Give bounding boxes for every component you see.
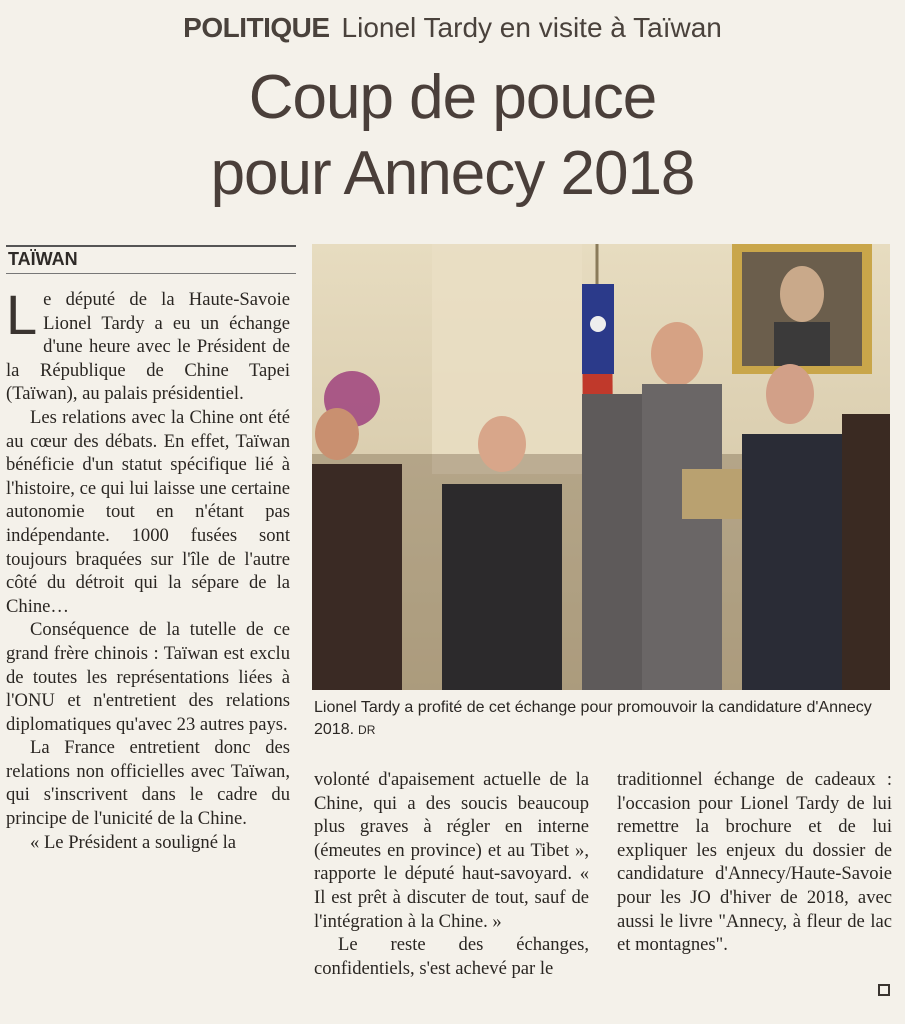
caption-text: Lionel Tardy a profité de cet échange pour promouvoir la candidature d'Annecy 2018. — [314, 699, 872, 738]
article-photo — [312, 244, 890, 690]
paragraph-1 — [6, 283, 290, 406]
photo-illustration — [312, 244, 890, 690]
kicker-text: Lionel Tardy en visite à Taïwan — [341, 12, 722, 43]
section-label: TAÏWAN — [6, 245, 296, 274]
paragraph-2: Les relations avec la Chine ont été au cœur des débats. En effet, Taïwan bénéficie d'un statut spécifique lié à l'histoire, ce qui lui laisse une certaine autonomie tout en n'étant pas indépendante. 1000 fusées sont toujours braquées sur l'île de l'autre côté du détroit qui la sépare de la Chine… — [6, 406, 290, 617]
rubric-label: POLITIQUE — [183, 12, 330, 43]
photo-caption — [314, 697, 892, 741]
headline — [0, 60, 905, 212]
article-column-1 — [6, 283, 290, 854]
paragraph-1-text: e député de la Haute-Savoie Lionel Tardy a eu un échange d'une heure avec le Président de la République de Chine Tapei (Taïwan), au palais présidentiel. — [6, 289, 290, 405]
paragraph-4: La France entretient donc des relations non officielles avec Taïwan, qui s'inscrivent dans le cadre du principe de l'unicité de la Chine. — [6, 737, 290, 830]
photo-credit: DR — [358, 723, 376, 737]
end-of-article-mark — [878, 984, 890, 996]
paragraph-3: Conséquence de la tutelle de ce grand frère chinois : Taïwan est exclu de toutes les représentations liées à l'ONU et n'entretient des relations diplomatiques qu'avec 23 autres pays. — [6, 619, 290, 735]
article-column-2 — [314, 768, 589, 980]
col2-paragraph-2: Le reste des échanges, confidentiels, s'est achevé par le — [314, 934, 589, 979]
headline-line-2: pour Annecy 2018 — [210, 139, 695, 208]
col3-paragraph-1: traditionnel échange de cadeaux : l'occasion pour Lionel Tardy de lui remettre la brochure et de lui expliquer les enjeux du dossier de candidature d'Annecy/Haute-Savoie pour les JO d'hiver de 2018, avec aussi le livre "Annecy, à fleur de lac et montagnes". — [617, 769, 892, 956]
article-column-3 — [617, 768, 892, 957]
kicker-line — [0, 12, 905, 44]
headline-line-1: Coup de pouce — [248, 63, 657, 132]
paragraph-5: « Le Président a souligné la — [30, 831, 237, 853]
col2-paragraph-1: volonté d'apaisement actuelle de la Chine, qui a des soucis beaucoup plus graves à régler en interne (émeutes en province) et au Tibet », rapporte le député haut-savoyard. « Il est prêt à discuter de tout, sauf de l'intégration à la Chine. » — [314, 769, 589, 932]
drop-cap: L — [6, 283, 38, 346]
